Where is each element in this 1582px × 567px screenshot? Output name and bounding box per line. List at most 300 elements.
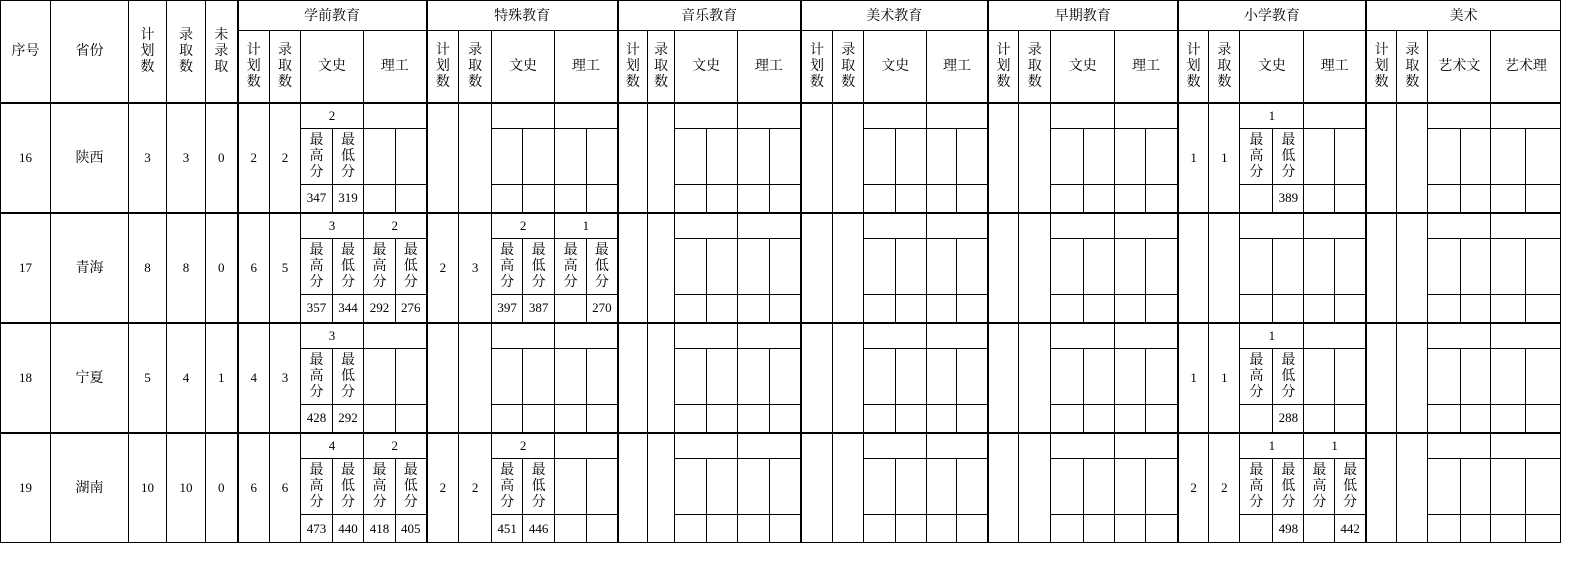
section-header: 美术教育 [801,1,988,31]
cell-li-min [770,185,801,213]
cell-sub-plan [1366,213,1397,323]
cell-li-count: 1 [1304,433,1366,459]
cell-li-min [1335,295,1366,323]
cell-li-min-label [396,239,427,295]
cell-empty [1526,459,1561,515]
cell-empty [738,459,770,515]
cell-wen-min: 389 [1273,185,1304,213]
cell-wen-max [1051,295,1084,323]
cell-wen-max-label-text: 最高分 [1249,352,1264,400]
cell-wen-min-label-text: 最低分 [341,462,355,510]
cell-wen-min: 288 [1273,405,1304,433]
cell-empty [492,129,523,185]
cell-sub-admitted [648,213,675,323]
cell-empty [1335,239,1366,295]
cell-li-min [770,515,801,543]
cell-sub-admitted: 3 [270,323,301,433]
cell-wen-count: 3 [301,213,364,239]
cell-wen-count [1051,213,1115,239]
cell-li-count: 2 [364,433,427,459]
cell-wen-min-label-text: 最低分 [1281,462,1296,510]
cell-sub-admitted [648,323,675,433]
cell-empty [587,129,618,185]
cell-wen-max [675,405,707,433]
cell-li-max [1304,515,1335,543]
header-row-1 [1,1,1561,31]
cell-li-max [927,405,957,433]
cell-empty [1115,239,1146,295]
cell-wen-min-label-text: 最低分 [531,242,546,290]
cell-plan: 3 [129,103,167,213]
cell-wen-min [1273,295,1304,323]
cell-sub-admitted: 1 [1209,323,1240,433]
cell-sub-plan [988,103,1019,213]
cell-wen-max-label [301,129,333,185]
cell-empty [587,459,618,515]
cell-wen-max [1428,185,1461,213]
cell-wen-count: 1 [1240,433,1304,459]
cell-wen-max-label [301,349,333,405]
cell-sub-admitted [459,103,492,213]
cell-sub-plan: 4 [238,323,270,433]
cell-wen-max [864,515,896,543]
cell-li-count: 2 [364,213,427,239]
header-sub-plan-text: 计划数 [1186,41,1201,90]
cell-empty [896,129,927,185]
cell-empty [1051,349,1084,405]
cell-sub-admitted [1397,103,1428,213]
header-not-admitted [206,1,238,103]
header-admitted-text: 录取数 [179,26,193,75]
cell-li-min [957,405,988,433]
cell-sub-admitted [1019,323,1051,433]
cell-empty [1084,459,1115,515]
cell-li-max [555,185,587,213]
cell-empty [1051,129,1084,185]
header-sub-admitted-text: 录取数 [841,41,856,90]
cell-li-max [1491,295,1526,323]
cell-plan: 10 [129,433,167,543]
cell-empty [1051,459,1084,515]
cell-sub-plan [1178,213,1209,323]
header-wen: 文史 [1240,31,1304,103]
cell-wen-min [1084,515,1115,543]
cell-li-max-label [1304,459,1335,515]
cell-wen-max [675,515,707,543]
cell-wen-min-label-text: 最低分 [341,352,355,400]
cell-li-count [927,433,988,459]
header-wen: 文史 [1051,31,1115,103]
cell-wen-min [1084,185,1115,213]
cell-empty [1115,349,1146,405]
cell-empty [1084,129,1115,185]
header-sub-plan-text: 计划数 [1374,41,1389,90]
cell-wen-min [1084,405,1115,433]
cell-wen-count [1051,103,1115,129]
cell-wen-max [864,405,896,433]
cell-li-count [364,323,427,349]
header-sub-plan-text: 计划数 [246,41,261,90]
cell-wen-max-label [1240,459,1273,515]
cell-wen-min-label [333,129,364,185]
header-sub-plan [427,31,459,103]
cell-wen-min-label-text: 最低分 [341,132,355,180]
cell-sub-admitted: 2 [1209,433,1240,543]
cell-wen-count [1428,323,1491,349]
cell-empty [1461,459,1491,515]
cell-empty [1146,129,1178,185]
cell-empty [1146,239,1178,295]
cell-empty [1304,349,1335,405]
cell-li-min-label-text: 最低分 [403,462,418,510]
cell-empty [864,459,896,515]
cell-wen-count [675,323,738,349]
cell-sub-plan: 6 [238,433,270,543]
cell-wen-min-label [333,349,364,405]
cell-sub-plan [427,323,459,433]
cell-li-max-label [364,239,396,295]
cell-li-max [364,185,396,213]
cell-empty [864,239,896,295]
cell-wen-count: 2 [301,103,364,129]
header-sub-plan-text: 计划数 [996,41,1011,90]
cell-li-min [587,185,618,213]
cell-wen-max [492,405,523,433]
cell-li-max [738,185,770,213]
cell-sub-plan: 6 [238,213,270,323]
header-sub-plan [988,31,1019,103]
cell-wen-max [1051,185,1084,213]
cell-sub-plan: 2 [427,213,459,323]
header-wen: 文史 [492,31,555,103]
cell-wen-min: 387 [523,295,555,323]
cell-empty [1146,349,1178,405]
cell-wen-max-label-text: 最高分 [309,352,324,400]
cell-li-min [1526,515,1561,543]
header-sub-admitted-text: 录取数 [1405,41,1420,90]
header-sub-admitted [1019,31,1051,103]
cell-sub-plan [988,323,1019,433]
cell-li-max [738,295,770,323]
cell-empty [1491,239,1526,295]
cell-wen-max [1428,295,1461,323]
cell-wen-max-label-text: 最高分 [309,242,324,290]
cell-sub-admitted [459,323,492,433]
header-li: 理工 [555,31,618,103]
cell-li-min [1526,405,1561,433]
cell-wen-min [523,185,555,213]
cell-li-count [555,103,618,129]
cell-empty [523,129,555,185]
header-sub-plan-text: 计划数 [435,41,450,90]
cell-wen-max: 347 [301,185,333,213]
cell-wen-count: 2 [492,213,555,239]
cell-sub-plan: 1 [1178,323,1209,433]
header-sub-admitted-text: 录取数 [654,41,669,90]
cell-sub-plan [988,213,1019,323]
header-sub-plan-text: 计划数 [809,41,824,90]
cell-admitted: 10 [167,433,206,543]
header-sub-admitted [1209,31,1240,103]
cell-li-max [1115,405,1146,433]
cell-wen-min [707,405,738,433]
header-wen: 文史 [864,31,927,103]
cell-wen-max [864,185,896,213]
cell-empty [1240,239,1273,295]
cell-wen-min-label-text: 最低分 [341,242,355,290]
header-not-admitted-text: 未录取 [214,26,229,75]
cell-wen-max-label [492,459,523,515]
section-header: 特殊教育 [427,1,618,31]
cell-li-min [587,515,618,543]
cell-li-min-label-text: 最低分 [594,242,609,290]
cell-empty [1461,349,1491,405]
cell-wen-min [1461,185,1491,213]
cell-wen-count [864,323,927,349]
header-li: 理工 [1115,31,1178,103]
cell-li-max-label-text: 最高分 [372,242,387,290]
cell-li-max [1491,515,1526,543]
cell-not-admitted: 0 [206,103,238,213]
cell-empty [896,239,927,295]
cell-wen-max-label-text: 最高分 [500,462,515,510]
header-wen: 艺术文 [1428,31,1491,103]
cell-sub-admitted: 5 [270,213,301,323]
cell-li-max-label-text: 最高分 [372,462,387,510]
header-province: 省份 [51,1,129,103]
cell-wen-count [675,213,738,239]
cell-seq: 17 [1,213,51,323]
cell-li-count [927,213,988,239]
cell-empty [896,459,927,515]
cell-empty [1461,239,1491,295]
cell-wen-max-label [301,239,333,295]
cell-li-count [1304,103,1366,129]
cell-li-count [738,213,801,239]
cell-empty [957,459,988,515]
cell-wen-max [1240,405,1273,433]
cell-empty [1428,459,1461,515]
cell-wen-max-label-text: 最高分 [500,242,515,290]
cell-li-min [1146,295,1178,323]
cell-li-min [1146,405,1178,433]
cell-li-count [738,433,801,459]
cell-li-min [770,405,801,433]
header-sub-plan [801,31,833,103]
cell-wen-min-label-text: 最低分 [1281,352,1296,400]
cell-wen-max-label [1240,129,1273,185]
cell-empty [896,349,927,405]
cell-empty [1115,459,1146,515]
table-row [1,213,1561,239]
cell-wen-count: 1 [1240,323,1304,349]
cell-empty [1335,129,1366,185]
header-sub-admitted [648,31,675,103]
cell-li-max [927,185,957,213]
cell-province: 湖南 [51,433,129,543]
cell-seq: 16 [1,103,51,213]
cell-li-count [1304,213,1366,239]
header-li: 理工 [364,31,427,103]
cell-li-count [1115,433,1178,459]
section-header: 小学教育 [1178,1,1366,31]
cell-li-count [927,323,988,349]
cell-li-min: 276 [396,295,427,323]
header-sub-plan [618,31,648,103]
cell-wen-min [896,185,927,213]
header-li: 理工 [927,31,988,103]
section-header: 早期教育 [988,1,1178,31]
cell-li-min [770,295,801,323]
cell-li-min [396,185,427,213]
cell-empty [1491,349,1526,405]
cell-empty [738,129,770,185]
cell-sub-plan: 2 [427,433,459,543]
cell-li-min [957,295,988,323]
cell-sub-plan [1366,433,1397,543]
cell-sub-admitted [1019,433,1051,543]
cell-li-max: 418 [364,515,396,543]
cell-li-count [1491,433,1561,459]
cell-empty [770,349,801,405]
header-sub-admitted [1397,31,1428,103]
cell-sub-plan [801,433,833,543]
cell-empty [396,129,427,185]
cell-li-count [1491,323,1561,349]
cell-empty [957,349,988,405]
cell-li-max [1115,295,1146,323]
cell-empty [1146,459,1178,515]
cell-li-count [1304,323,1366,349]
cell-li-min [1526,185,1561,213]
cell-sub-admitted [1209,213,1240,323]
table-row [1,323,1561,349]
header-seq: 序号 [1,1,51,103]
cell-sub-admitted [833,323,864,433]
cell-li-count [555,433,618,459]
header-li: 理工 [1304,31,1366,103]
cell-empty [1051,239,1084,295]
cell-sub-plan [801,213,833,323]
cell-sub-plan [801,103,833,213]
header-plan-text: 计划数 [140,26,155,75]
header-plan [129,1,167,103]
cell-wen-max [1240,295,1273,323]
cell-li-max [927,295,957,323]
cell-wen-count: 3 [301,323,364,349]
cell-li-min-label [1335,459,1366,515]
cell-wen-min: 446 [523,515,555,543]
cell-wen-count [492,323,555,349]
cell-not-admitted: 1 [206,323,238,433]
cell-wen-count [492,103,555,129]
cell-wen-count [675,433,738,459]
cell-empty [555,459,587,515]
header-sub-admitted-text: 录取数 [1217,41,1232,90]
header-wen: 文史 [675,31,738,103]
cell-wen-min: 344 [333,295,364,323]
cell-li-max-label-text: 最高分 [1312,462,1327,510]
cell-empty [927,349,957,405]
cell-sub-plan [1366,103,1397,213]
cell-empty [587,349,618,405]
cell-empty [1084,239,1115,295]
cell-li-max: 292 [364,295,396,323]
cell-li-min-label [587,239,618,295]
cell-li-count [364,103,427,129]
cell-wen-count [1240,213,1304,239]
section-header: 美术 [1366,1,1561,31]
cell-li-max-label [364,459,396,515]
cell-li-max [1304,295,1335,323]
header-sub-plan [1366,31,1397,103]
cell-wen-max: 397 [492,295,523,323]
cell-wen-min [1084,295,1115,323]
cell-li-max [1115,515,1146,543]
cell-li-max [1491,185,1526,213]
cell-empty [675,239,707,295]
cell-admitted: 4 [167,323,206,433]
cell-wen-count [1428,213,1491,239]
cell-sub-plan [427,103,459,213]
cell-empty [1428,349,1461,405]
header-sub-admitted-text: 录取数 [1027,41,1042,90]
cell-sub-admitted [1397,213,1428,323]
cell-empty [864,129,896,185]
cell-sub-admitted: 6 [270,433,301,543]
section-header: 学前教育 [238,1,427,31]
header-sub-plan-text: 计划数 [625,41,640,90]
cell-wen-min: 292 [333,405,364,433]
cell-province: 陕西 [51,103,129,213]
cell-empty [396,349,427,405]
cell-li-max [927,515,957,543]
cell-seq: 18 [1,323,51,433]
cell-empty [770,129,801,185]
cell-wen-min [896,295,927,323]
cell-li-max [364,405,396,433]
cell-empty [675,459,707,515]
table-row [1,433,1561,459]
cell-province: 青海 [51,213,129,323]
cell-empty [1084,349,1115,405]
cell-li-min: 442 [1335,515,1366,543]
cell-empty [927,239,957,295]
cell-wen-count [1051,433,1115,459]
cell-wen-max [492,185,523,213]
cell-li-min [957,515,988,543]
cell-wen-min [896,515,927,543]
cell-li-min [957,185,988,213]
cell-wen-min [1461,405,1491,433]
cell-empty [364,349,396,405]
cell-plan: 8 [129,213,167,323]
cell-wen-max-label-text: 最高分 [1249,462,1264,510]
cell-li-min-label-text: 最低分 [403,242,418,290]
cell-wen-max [1428,405,1461,433]
cell-empty [1304,129,1335,185]
cell-wen-min-label-text: 最低分 [1281,132,1296,180]
cell-sub-plan [618,323,648,433]
cell-wen-count [864,103,927,129]
cell-sub-admitted [833,213,864,323]
cell-empty [927,459,957,515]
cell-wen-max: 473 [301,515,333,543]
cell-wen-min [523,405,555,433]
cell-wen-min [707,515,738,543]
cell-wen-max-label [301,459,333,515]
cell-wen-count [1428,433,1491,459]
